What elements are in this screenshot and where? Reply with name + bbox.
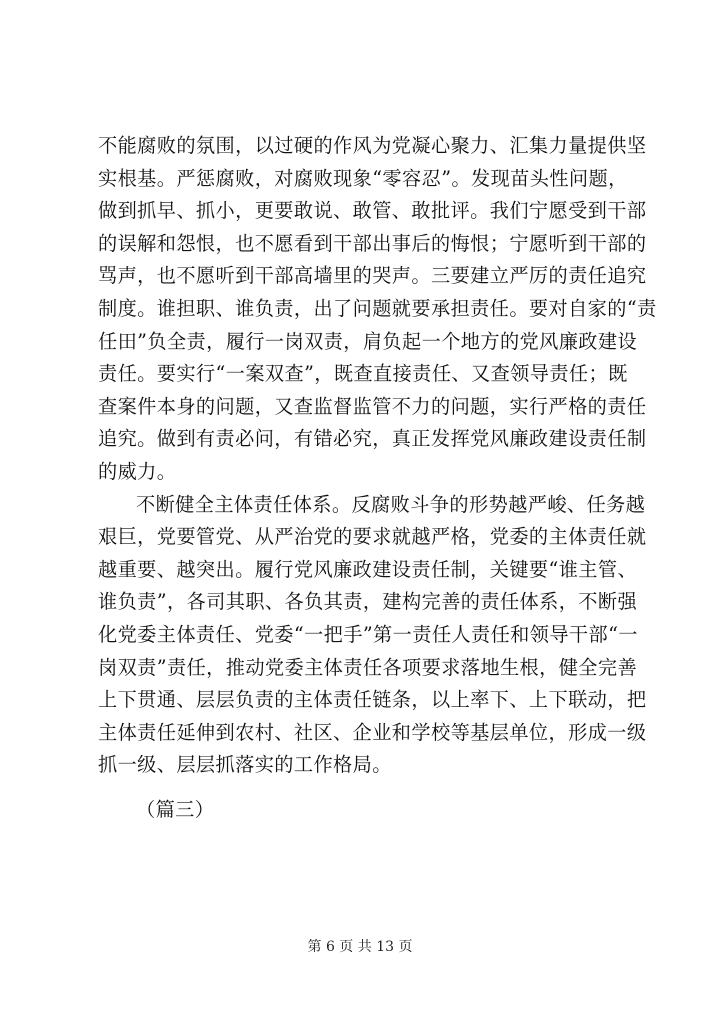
text-line: 岗双责”责任，推动党委主体责任各项要求落地生根，健全完善 xyxy=(98,655,638,679)
text-line: 责任。要实行“一案双查”，既查直接责任、又查领导责任；既 xyxy=(98,362,628,386)
text-line: 抓一级、层层抓落实的工作格局。 xyxy=(98,753,392,777)
page-number-footer: 第 6 页 共 13 页 xyxy=(307,939,413,955)
text-line: 实根基。严惩腐败，对腐败现象“零容忍”。发现苗头性问题， xyxy=(98,166,628,190)
text-line: 上下贯通、层层负责的主体责任链条，以上率下、上下联动，把 xyxy=(98,688,647,712)
text-line: 谁负责”，各司其职、各负其责，建构完善的责任体系，不断强 xyxy=(98,590,638,614)
text-line: 艰巨，党要管党、从严治党的要求就越严格，党委的主体责任就 xyxy=(98,525,647,549)
text-line: 化党委主体责任、党委“一把手”第一责任人责任和领导干部“一 xyxy=(98,622,638,646)
text-line: 骂声，也不愿听到干部高墙里的哭声。三要建立严厉的责任追究 xyxy=(98,264,647,288)
text-line: 的威力。 xyxy=(98,459,177,483)
paragraph-start-line: 不断健全主体责任体系。反腐败斗争的形势越严峻、任务越 xyxy=(136,492,646,516)
text-line: 查案件本身的问题，又查监督监管不力的问题，实行严格的责任 xyxy=(98,394,647,418)
text-line: 做到抓早、抓小，更要敢说、敢管、敢批评。我们宁愿受到干部 xyxy=(98,199,647,223)
text-line: 的误解和怨恨，也不愿看到干部出事后的悔恨；宁愿听到干部的 xyxy=(98,231,647,255)
text-line: 制度。谁担职、谁负责，出了问题就要承担责任。要对自家的“责 xyxy=(98,296,657,320)
text-line: 任田”负全责，履行一岗双责，肩负起一个地方的党风廉政建设 xyxy=(98,329,638,353)
text-line: 越重要、越突出。履行党风廉政建设责任制，关键要“谁主管、 xyxy=(98,557,638,581)
text-line: 主体责任延伸到农村、社区、企业和学校等基层单位，形成一级 xyxy=(98,720,647,744)
text-line: 不能腐败的氛围，以过硬的作风为党凝心聚力、汇集力量提供坚 xyxy=(98,134,647,157)
text-line: 追究。做到有责必问，有错必究，真正发挥党风廉政建设责任制 xyxy=(98,427,647,451)
section-heading: （篇三） xyxy=(136,797,215,821)
body-text xyxy=(98,130,657,826)
